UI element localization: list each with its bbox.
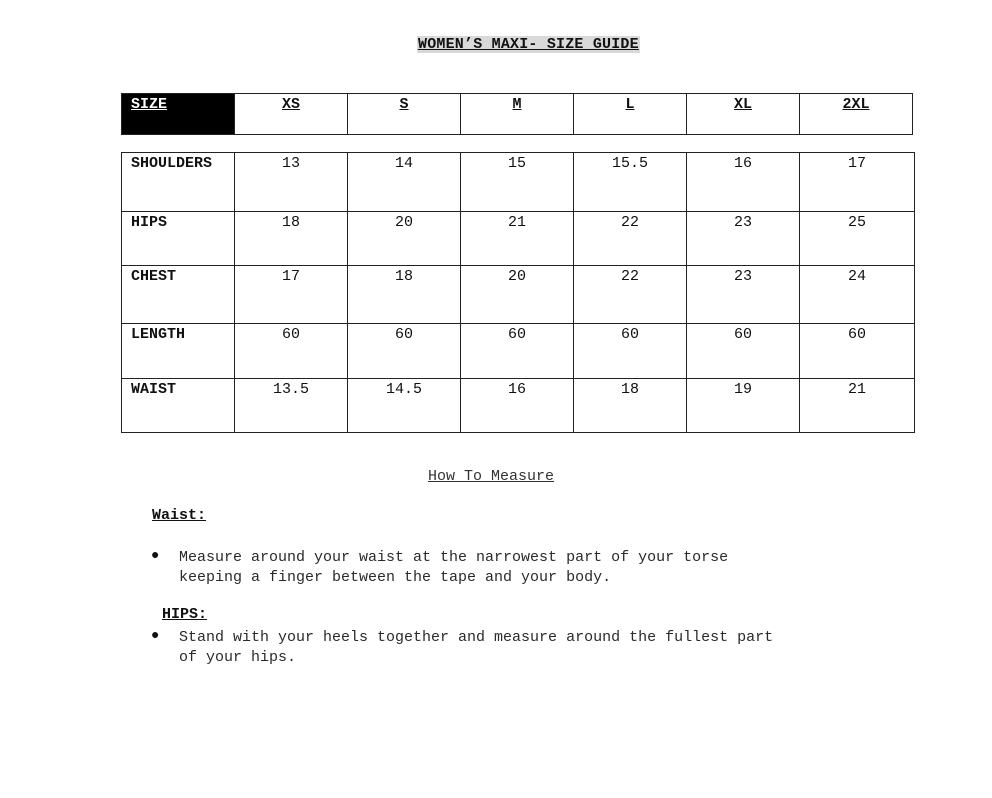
hips-instruction-text: Stand with your heels together and measure around the fullest part of your hips.	[179, 629, 774, 666]
size-2xl-header: 2XL	[800, 94, 913, 135]
hips-heading: HIPS:	[162, 606, 208, 623]
size-xl-header: XL	[687, 94, 800, 135]
table-cell: 14.5	[348, 379, 461, 433]
table-cell: 25	[800, 212, 915, 266]
table-cell: 18	[235, 212, 348, 266]
size-l-header: L	[574, 94, 687, 135]
bullet-dot-icon: ●	[151, 548, 160, 564]
size-header-row	[122, 94, 913, 135]
table-cell: 15	[461, 153, 574, 212]
waist-instruction	[151, 548, 851, 592]
table-cell: 13.5	[235, 379, 348, 433]
page-title: WOMEN’S MAXI- SIZE GUIDE	[418, 36, 639, 53]
size-column-header: SIZE	[122, 94, 235, 135]
table-cell: 20	[348, 212, 461, 266]
table-row	[122, 153, 915, 212]
table-row	[122, 324, 915, 379]
table-cell: 22	[574, 266, 687, 324]
table-cell: 21	[461, 212, 574, 266]
size-s-header: S	[348, 94, 461, 135]
bullet-dot-icon: ●	[151, 628, 160, 644]
size-m-header: M	[461, 94, 574, 135]
row-label-hips: HIPS	[122, 212, 235, 266]
table-cell: 15.5	[574, 153, 687, 212]
table-cell: 60	[461, 324, 574, 379]
table-row	[122, 212, 915, 266]
table-cell: 14	[348, 153, 461, 212]
how-to-measure-heading: How To Measure	[428, 468, 555, 485]
table-cell: 17	[235, 266, 348, 324]
row-label-length: LENGTH	[122, 324, 235, 379]
table-cell: 22	[574, 212, 687, 266]
table-cell: 18	[574, 379, 687, 433]
size-xs-header: XS	[235, 94, 348, 135]
table-cell: 16	[687, 153, 800, 212]
table-cell: 60	[235, 324, 348, 379]
measurements-table	[121, 152, 915, 433]
waist-heading: Waist:	[152, 507, 207, 524]
size-header-table	[121, 93, 913, 135]
row-label-shoulders: SHOULDERS	[122, 153, 235, 212]
table-cell: 60	[348, 324, 461, 379]
table-cell: 23	[687, 212, 800, 266]
hips-instruction	[151, 628, 871, 672]
table-row	[122, 266, 915, 324]
table-cell: 60	[687, 324, 800, 379]
table-cell: 19	[687, 379, 800, 433]
table-cell: 60	[574, 324, 687, 379]
table-cell: 13	[235, 153, 348, 212]
table-cell: 60	[800, 324, 915, 379]
table-row	[122, 379, 915, 433]
row-label-waist: WAIST	[122, 379, 235, 433]
table-cell: 24	[800, 266, 915, 324]
table-cell: 18	[348, 266, 461, 324]
table-cell: 17	[800, 153, 915, 212]
table-cell: 21	[800, 379, 915, 433]
table-cell: 16	[461, 379, 574, 433]
table-cell: 20	[461, 266, 574, 324]
waist-instruction-text: Measure around your waist at the narrowest part of your torse keeping a finger between the tape and your body.	[179, 549, 729, 586]
row-label-chest: CHEST	[122, 266, 235, 324]
table-cell: 23	[687, 266, 800, 324]
